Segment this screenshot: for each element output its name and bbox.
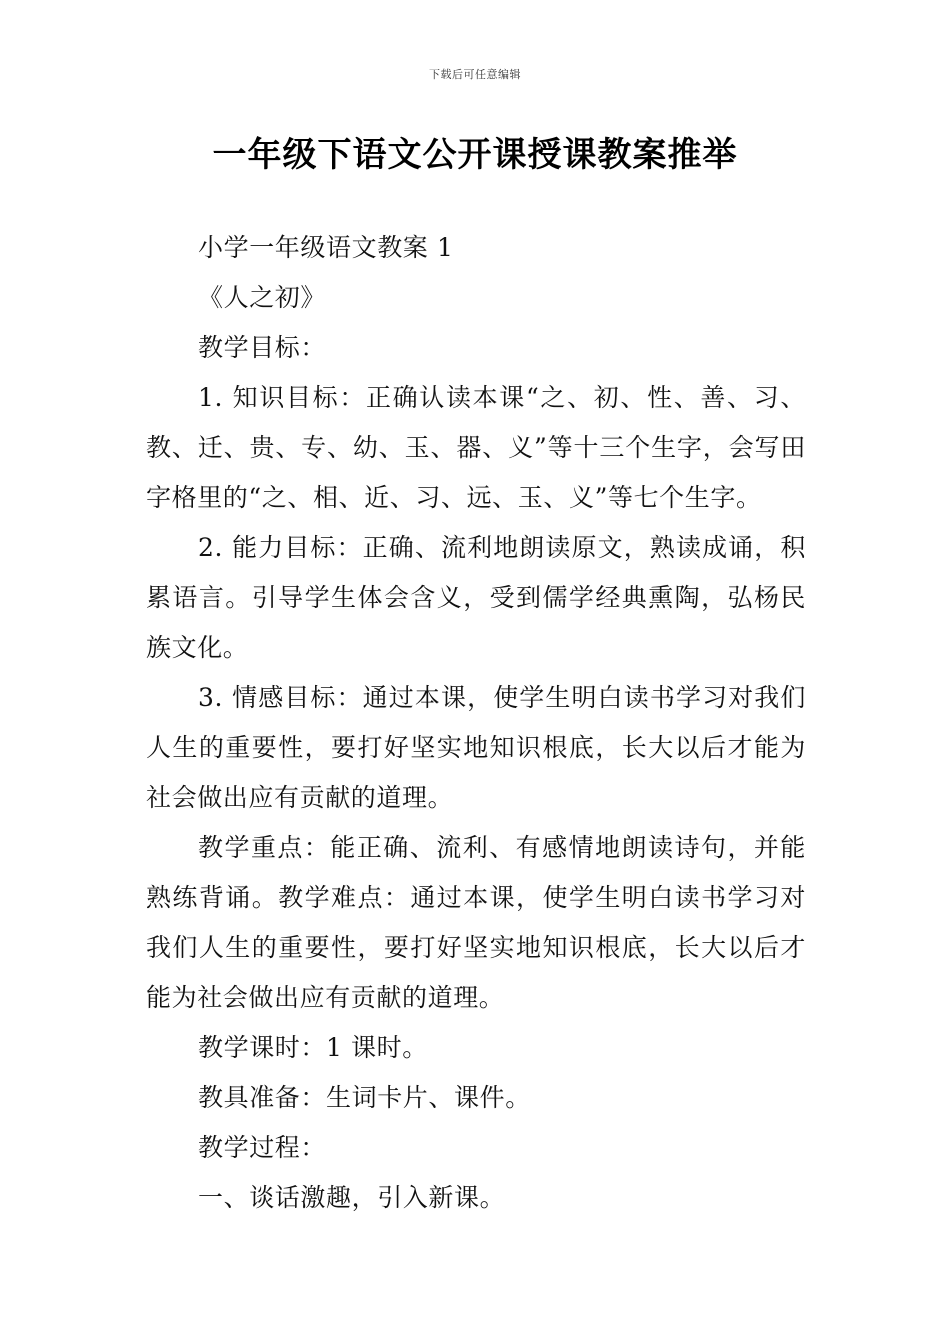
step-one: 一、谈话激趣，引入新课。 [198,1183,506,1212]
document-body [146,223,806,1223]
teaching-aids: 教具准备：生词卡片、课件。 [198,1083,531,1112]
key-and-difficult-points: 教学重点：能正确、流利、有感情地朗读诗句，并能熟练背诵。教学难点：通过本课，使学生明白读书学习对我们人生的重要性，要打好坚实地知识根底，长大以后才能为社会做出应有贡献的道理。 [146,833,806,1012]
lesson-title: 《人之初》 [198,283,327,312]
process-heading: 教学过程： [198,1133,327,1162]
ability-objective: 2. 能力目标：正确、流利地朗读原文，熟读成诵，积累语言。引导学生体会含义，受到儒学经典熏陶，弘杨民族文化。 [146,533,806,662]
header-note: 下载后可任意编辑 [429,68,521,81]
knowledge-objective: 1. 知识目标：正确认读本课“之、初、性、善、习、教、迁、贵、专、幼、玉、器、义”等十三个生字，会写田字格里的“之、相、近、习、远、玉、义”等七个生字。 [146,383,806,512]
lesson-plan-heading: 小学一年级语文教案 1 [198,233,454,262]
class-hours: 教学课时：1 课时。 [198,1033,428,1062]
objectives-heading: 教学目标： [198,333,327,362]
emotion-objective: 3. 情感目标：通过本课，使学生明白读书学习对我们人生的重要性，要打好坚实地知识根底，长大以后才能为社会做出应有贡献的道理。 [146,683,806,812]
document-title: 一年级下语文公开课授课教案推举 [212,135,738,175]
